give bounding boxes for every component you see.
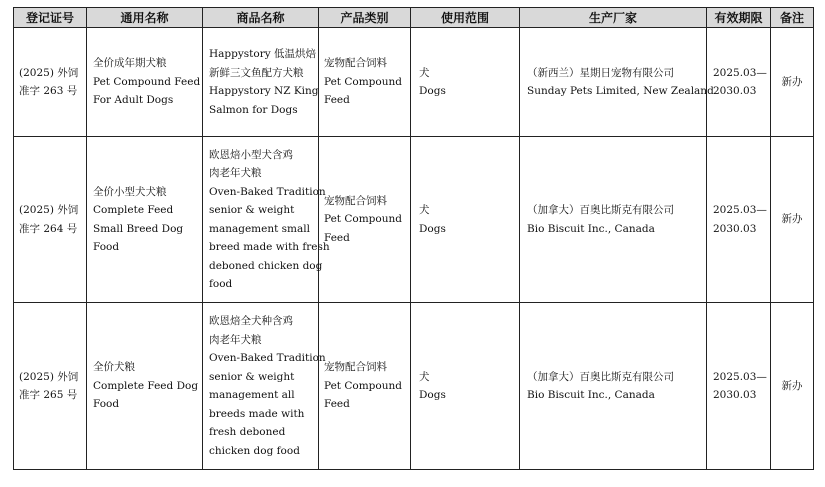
- header-validity: 有效期限: [707, 8, 771, 28]
- usage-line: Dogs: [419, 222, 446, 235]
- validity-cell: [707, 303, 771, 470]
- validity-cell: [707, 137, 771, 303]
- validity-line: 2025.03—: [713, 370, 767, 383]
- usage-cell: [411, 28, 520, 137]
- product-name-line: Happystory 低温烘焙: [209, 48, 317, 60]
- usage-cell: [411, 137, 520, 303]
- validity-line: 2030.03: [713, 389, 757, 401]
- header-row: [14, 8, 814, 28]
- usage-line: 犬: [419, 204, 430, 216]
- product-name-line: breeds made with: [209, 407, 305, 420]
- category-line: 宠物配合饲料: [324, 361, 387, 374]
- manufacturer-line: Sunday Pets Limited, New Zealand: [527, 85, 714, 97]
- manufacturer-cell: [520, 28, 714, 137]
- usage-line: 犬: [419, 370, 430, 383]
- product-name-line: Oven-Baked Tradition: [209, 185, 326, 198]
- header-manufacturer: 生产厂家: [520, 8, 707, 28]
- usage-line: 犬: [419, 66, 430, 79]
- reg-no-cell: [14, 137, 87, 303]
- category-line: 宠物配合饲料: [324, 194, 387, 207]
- manufacturer-cell: [520, 137, 707, 303]
- generic-name-line: Food: [93, 398, 120, 411]
- header-note: 备注: [771, 8, 814, 28]
- reg-no-cell: [14, 28, 87, 137]
- reg-no-line: (2025) 外饲: [19, 370, 79, 383]
- generic-name-cell: [87, 303, 203, 470]
- product-name-line: senior & weight: [209, 370, 295, 383]
- product-name-line: 肉老年犬粮: [209, 333, 262, 346]
- generic-name-line: 全价犬粮: [93, 361, 135, 374]
- note-cell: 新办: [771, 28, 814, 137]
- manufacturer-line: Bio Biscuit Inc., Canada: [527, 222, 655, 235]
- reg-no-line: (2025) 外饲: [19, 204, 79, 216]
- validity-line: 2030.03: [713, 85, 757, 97]
- product-name-line: fresh deboned: [209, 426, 286, 438]
- product-name-line: Oven-Baked Tradition: [209, 352, 326, 364]
- product-name-line: 肉老年犬粮: [209, 167, 262, 179]
- manufacturer-line: （新西兰）星期日宠物有限公司: [527, 66, 674, 79]
- product-name-line: management small: [209, 222, 310, 235]
- product-name-cell: [203, 28, 319, 137]
- product-name-line: 新鲜三文鱼配方犬粮: [209, 66, 304, 79]
- generic-name-line: Pet Compound Feed: [93, 75, 201, 88]
- validity-line: 2025.03—: [713, 66, 767, 79]
- product-name-line: management all: [209, 389, 295, 401]
- category-line: Pet Compound: [324, 379, 402, 392]
- manufacturer-cell: [520, 303, 707, 470]
- product-name-line: breed made with fresh: [209, 241, 330, 253]
- reg-no-line: 准字 263 号: [19, 85, 78, 97]
- product-name-line: food: [209, 278, 233, 290]
- product-name-line: 欧恩焙小型犬含鸡: [209, 148, 293, 161]
- product-name-line: deboned chicken dog: [209, 259, 323, 272]
- product-name-line: chicken dog food: [209, 444, 300, 457]
- product-name-cell: [203, 303, 326, 470]
- generic-name-line: 全价成年期犬粮: [93, 57, 167, 70]
- table-row: [14, 303, 814, 470]
- generic-name-line: 全价小型犬犬粮: [93, 185, 167, 198]
- category-line: Feed: [324, 94, 350, 107]
- product-name-line: 欧恩焙全犬种含鸡: [209, 315, 293, 327]
- category-line: Pet Compound: [324, 75, 402, 88]
- category-line: Pet Compound: [324, 213, 402, 226]
- category-line: Feed: [324, 398, 350, 411]
- header-reg-no: 登记证号: [14, 8, 87, 28]
- category-line: 宠物配合饲料: [324, 57, 387, 70]
- category-cell: [319, 303, 411, 470]
- note-cell: 新办: [771, 137, 814, 303]
- category-cell: [319, 137, 411, 303]
- category-line: Feed: [324, 231, 350, 244]
- generic-name-line: Complete Feed: [93, 204, 174, 216]
- generic-name-cell: [87, 137, 203, 303]
- header-product-name: 商品名称: [203, 8, 319, 28]
- table-row: [14, 137, 814, 303]
- category-cell: [319, 28, 411, 137]
- generic-name-cell: [87, 28, 203, 137]
- reg-no-line: (2025) 外饲: [19, 66, 79, 79]
- manufacturer-line: Bio Biscuit Inc., Canada: [527, 389, 655, 401]
- manufacturer-line: （加拿大）百奥比斯克有限公司: [527, 370, 674, 383]
- product-name-line: Salmon for Dogs: [209, 103, 298, 116]
- table-row: [14, 28, 814, 137]
- validity-cell: [707, 28, 771, 137]
- header-generic-name: 通用名称: [87, 8, 203, 28]
- header-category: 产品类别: [319, 8, 411, 28]
- reg-no-line: 准字 265 号: [19, 389, 78, 401]
- generic-name-line: For Adult Dogs: [93, 94, 174, 107]
- reg-no-line: 准字 264 号: [19, 222, 78, 235]
- validity-line: 2030.03: [713, 222, 757, 235]
- note-cell: 新办: [771, 303, 814, 470]
- registration-table: [13, 7, 814, 470]
- generic-name-line: Complete Feed Dog: [93, 379, 199, 392]
- usage-line: Dogs: [419, 85, 446, 97]
- usage-line: Dogs: [419, 389, 446, 401]
- validity-line: 2025.03—: [713, 204, 767, 216]
- product-name-line: Happystory NZ King: [209, 85, 319, 97]
- usage-cell: [411, 303, 520, 470]
- generic-name-line: Food: [93, 241, 120, 253]
- generic-name-line: Small Breed Dog: [93, 222, 184, 235]
- product-name-cell: [203, 137, 330, 303]
- reg-no-cell: [14, 303, 87, 470]
- header-usage: 使用范围: [411, 8, 520, 28]
- product-name-line: senior & weight: [209, 204, 295, 216]
- manufacturer-line: （加拿大）百奥比斯克有限公司: [527, 204, 674, 216]
